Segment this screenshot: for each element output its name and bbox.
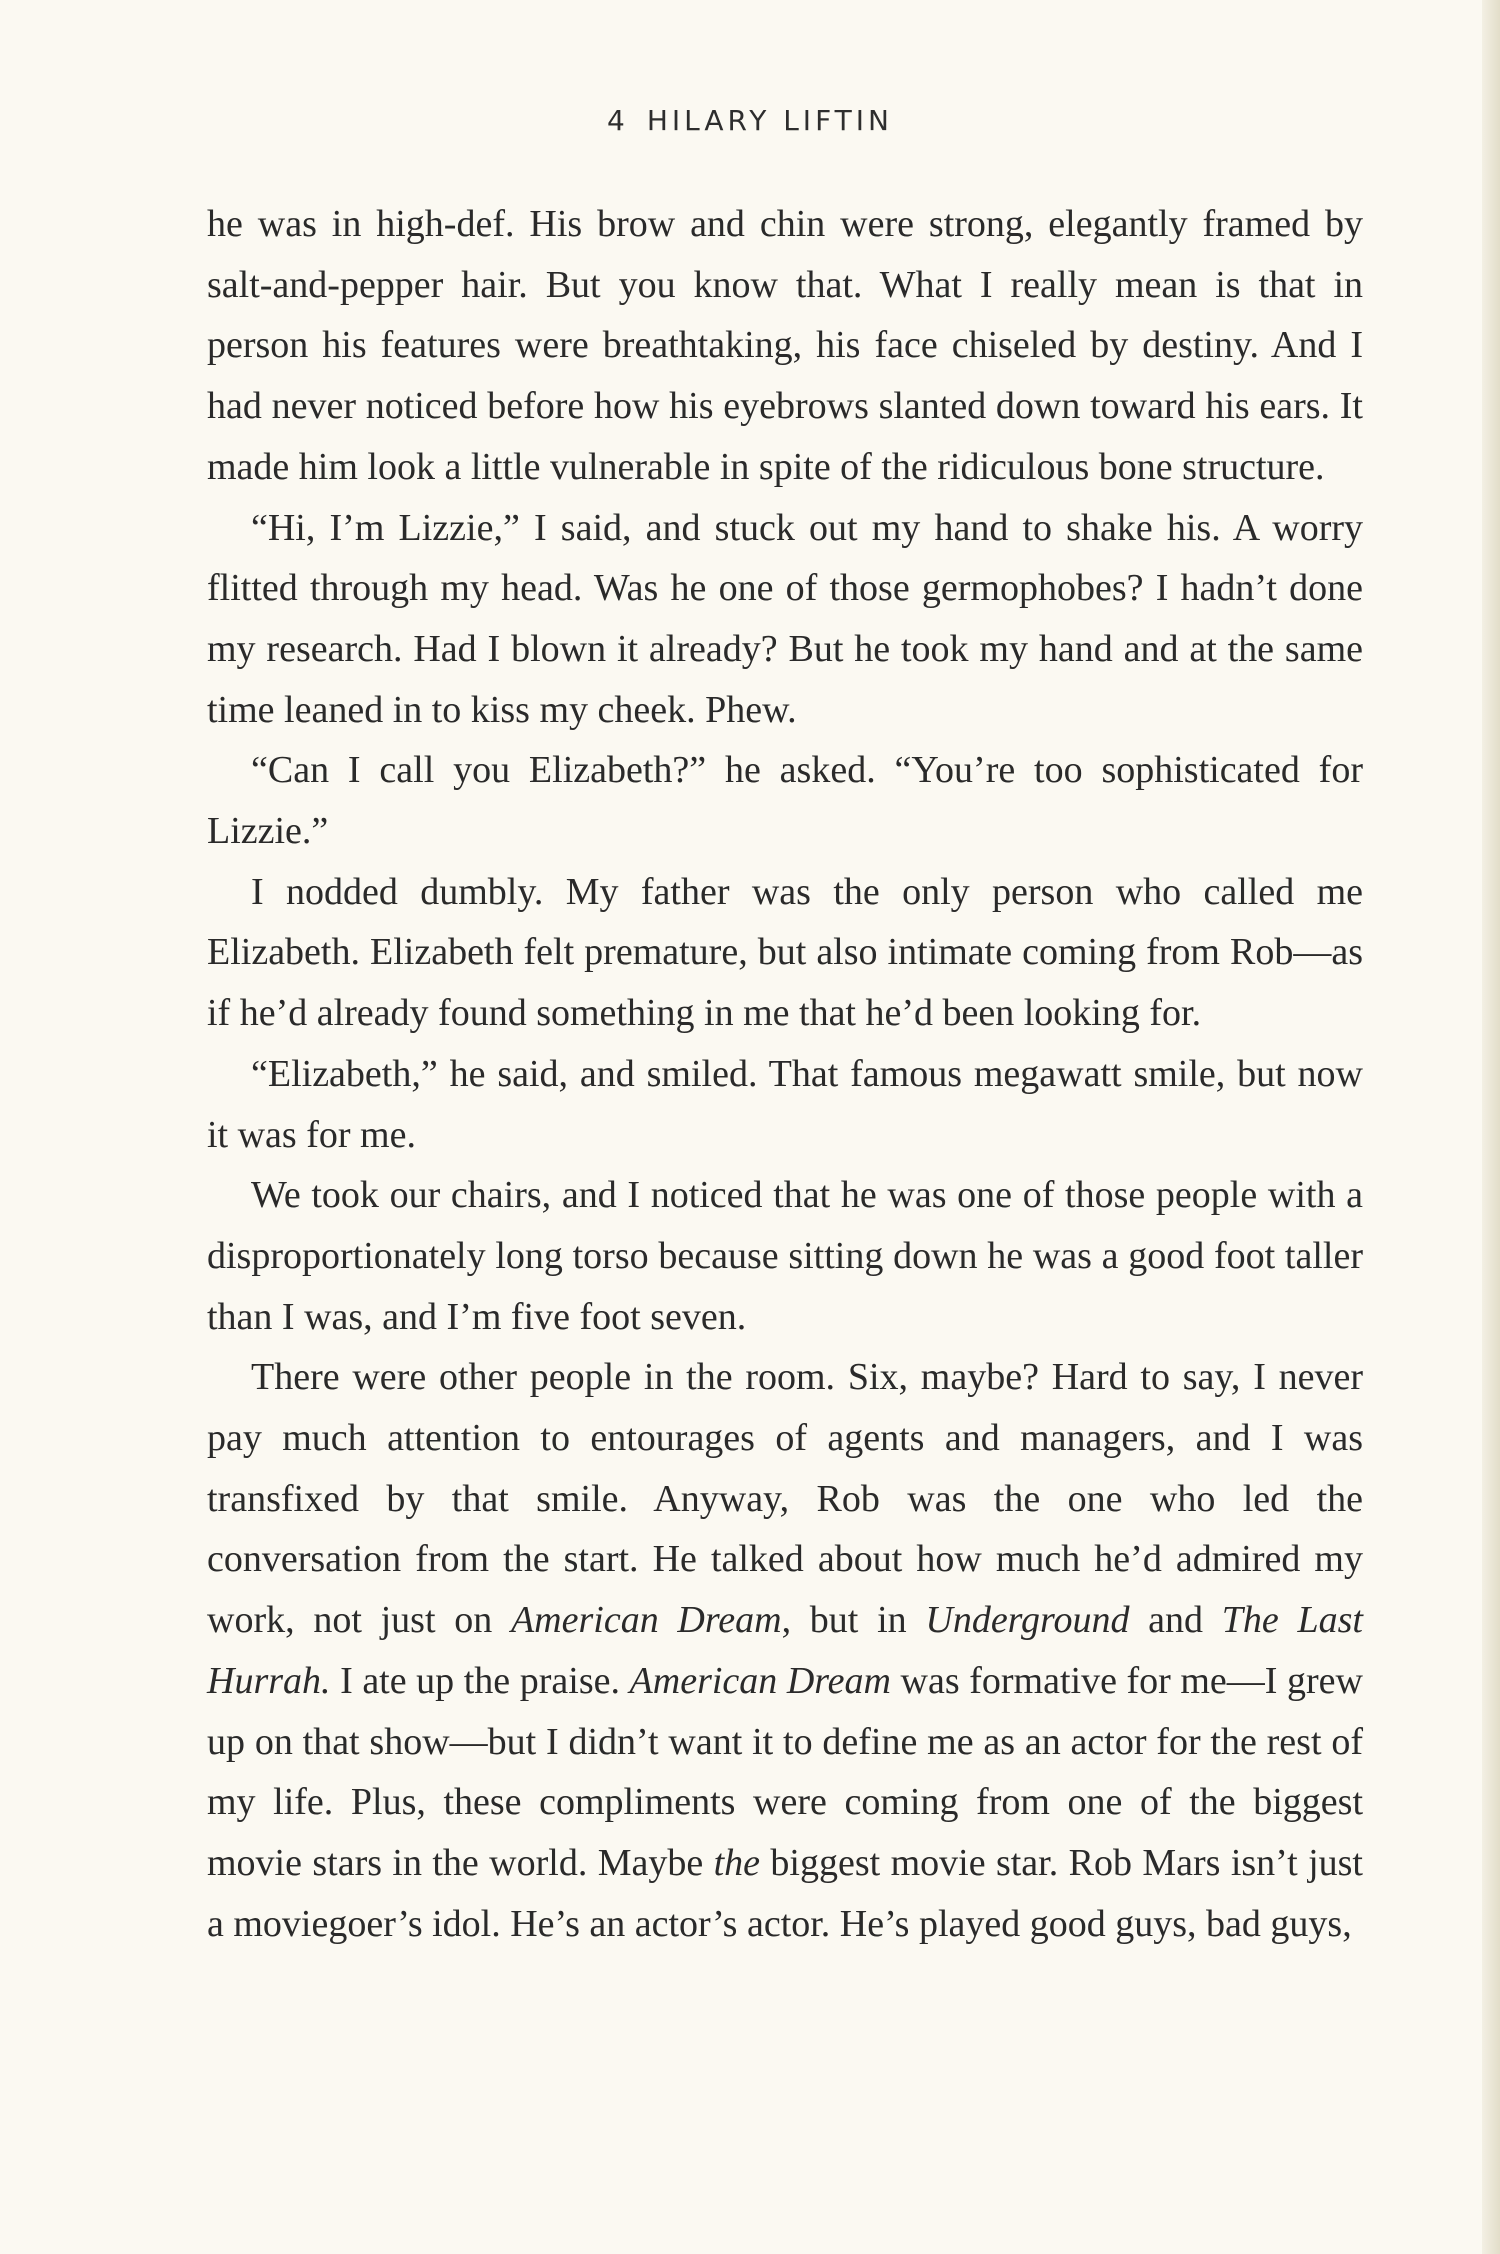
italic-title-text: the [713,1841,761,1884]
italic-title-text: American Dream [510,1599,782,1642]
author-name: HILARY LIFTIN [646,104,893,137]
paragraph-text: , but in [781,1599,926,1642]
paragraph-text: We took our chairs, and I noticed that he was one of those people with a disproportionately long torso because sitting down he was a good foot taller than I was, and I’m five foot seven. [207,1174,1363,1338]
paragraph [207,498,1363,741]
paragraph [207,1044,1363,1165]
paragraph [207,1165,1363,1347]
paragraph-text: and [1129,1599,1222,1642]
paragraph [207,740,1363,861]
paragraph-text: “Elizabeth,” he said, and smiled. That famous megawatt smile, but now it was for me. [207,1052,1363,1156]
italic-title-text: American Dream [629,1659,891,1702]
paragraph-text: “Can I call you Elizabeth?” he asked. “You’re too sophisticated for Lizzie.” [207,749,1363,853]
page-number: 4 [607,104,629,137]
paragraph-text: he was in high-def. His brow and chin were strong, elegantly framed by salt-and-pepper hair. But you know that. What I really mean is that in person his features were breathtaking, his face chiseled by destiny. And I had never noticed before how his eyebrows slanted down toward his ears. It made him look a little vulnerable in spite of the ridiculous bone structure. [207,203,1363,488]
paragraph [207,1347,1363,1954]
running-head [0,104,1500,137]
paragraph [207,194,1363,498]
italic-title-text: The Last Hurrah. [207,1599,1363,1702]
paragraph-text: was formative for me—I grew up on that show—but I didn’t want it to define me as an actor for the rest of my life. Plus, these compliments were coming from one of the biggest movie stars in the world. Maybe [207,1659,1363,1884]
paragraph-text: biggest movie star. Rob Mars isn’t just a moviegoer’s idol. He’s an actor’s actor. He’s played good guys, bad guys, [207,1841,1363,1945]
paragraph-text: There were other people in the room. Six, maybe? Hard to say, I never pay much attention to entourages of agents and managers, and I was transfixed by that smile. Anyway, Rob was the one who led the conversation from the start. He talked about how much he’d admired my work, not just on [207,1356,1363,1642]
paragraph-text: I nodded dumbly. My father was the only person who called me Elizabeth. Elizabeth felt premature, but also intimate coming from Rob—as if he’d already found something in me that he’d been looking for. [207,870,1363,1035]
paragraph-text: “Hi, I’m Lizzie,” I said, and stuck out my hand to shake his. A worry flitted through my head. Was he one of those germophobes? I hadn’t done my research. Had I blown it already? But he took my hand and at the same time leaned in to kiss my cheek. Phew. [207,506,1363,731]
paragraph-text: I ate up the praise. [330,1659,630,1702]
italic-title-text: Underground [925,1599,1130,1642]
body-text [207,194,1363,1954]
page-edge-shadow [1482,0,1500,2254]
paragraph [207,862,1363,1044]
